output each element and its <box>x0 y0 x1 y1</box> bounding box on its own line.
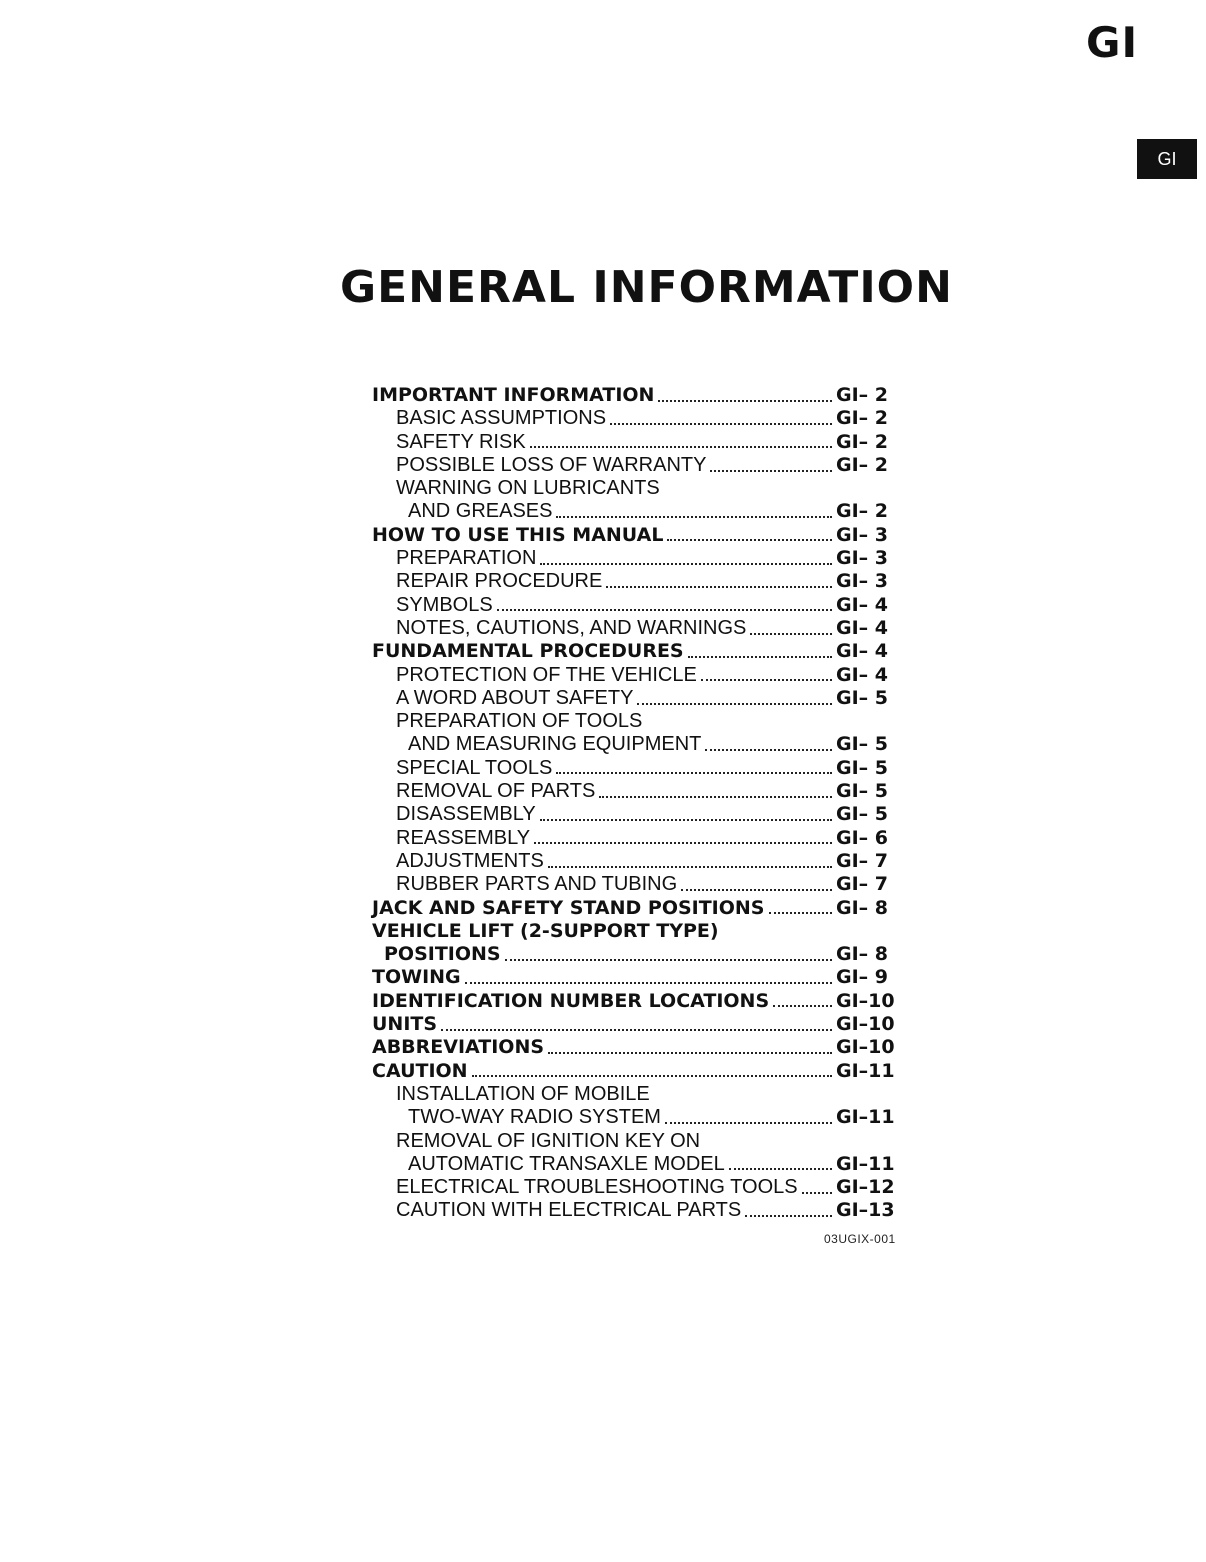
toc-entry-page: GI–13 <box>836 1199 895 1222</box>
toc-entry[interactable] <box>372 990 902 1013</box>
toc-entry-title: FUNDAMENTAL PROCEDURES <box>372 640 684 663</box>
dot-leader <box>750 633 832 635</box>
toc-entry-title: TWO-WAY RADIO SYSTEM <box>408 1106 661 1129</box>
toc-entry-title: ELECTRICAL TROUBLESHOOTING TOOLS <box>396 1176 798 1199</box>
dot-leader <box>534 842 832 844</box>
toc-entry-page: GI– 6 <box>836 826 888 849</box>
toc-entry-title: INSTALLATION OF MOBILE <box>396 1082 650 1105</box>
dot-leader <box>802 1192 832 1194</box>
toc-entry[interactable] <box>372 757 902 780</box>
dot-leader <box>665 1122 832 1124</box>
toc-entry[interactable] <box>372 594 902 617</box>
dot-leader <box>548 1052 832 1054</box>
toc-entry-page: GI– 5 <box>836 780 888 803</box>
dot-leader <box>729 1168 832 1170</box>
dot-leader <box>745 1215 832 1217</box>
dot-leader <box>681 889 832 891</box>
toc-entry-page: GI– 2 <box>836 407 888 430</box>
dot-leader <box>773 1005 832 1007</box>
dot-leader <box>472 1075 832 1077</box>
toc-entry-title: WARNING ON LUBRICANTS <box>396 477 660 500</box>
toc-entry[interactable] <box>372 1130 902 1153</box>
toc-entry-page: GI– 5 <box>836 803 888 826</box>
toc-entry[interactable] <box>372 687 902 710</box>
table-of-contents <box>372 384 902 1223</box>
dot-leader <box>548 866 832 868</box>
toc-entry-title: HOW TO USE THIS MANUAL <box>372 523 664 546</box>
toc-entry[interactable] <box>372 384 902 407</box>
toc-entry-title: VEHICLE LIFT (2-SUPPORT TYPE) <box>372 919 719 942</box>
toc-entry-title: BASIC ASSUMPTIONS <box>396 407 607 430</box>
toc-entry-title: REPAIR PROCEDURE <box>396 570 603 593</box>
dot-leader <box>556 516 832 518</box>
toc-entry-page: GI– 5 <box>836 733 888 756</box>
toc-entry-title: POSSIBLE LOSS OF WARRANTY <box>396 453 707 476</box>
toc-entry-title: NOTES, CAUTIONS, AND WARNINGS <box>396 616 747 639</box>
toc-entry[interactable] <box>372 1199 902 1222</box>
page-title: GENERAL INFORMATION <box>340 262 953 313</box>
toc-entry-page: GI–11 <box>836 1152 895 1175</box>
toc-entry-page: GI–10 <box>836 1036 895 1059</box>
section-tab[interactable]: GI <box>1137 139 1197 179</box>
toc-entry[interactable] <box>372 617 902 640</box>
toc-entry-title: PREPARATION <box>396 547 537 570</box>
toc-entry-page: GI–12 <box>836 1176 895 1199</box>
toc-entry[interactable] <box>372 966 902 989</box>
toc-entry-title: AND MEASURING EQUIPMENT <box>408 733 702 756</box>
toc-entry-title: PROTECTION OF THE VEHICLE <box>396 663 697 686</box>
toc-entry-page: GI– 9 <box>836 966 888 989</box>
dot-leader <box>497 609 832 611</box>
toc-entry[interactable] <box>372 1176 902 1199</box>
dot-leader <box>540 563 832 565</box>
toc-entry-title: RUBBER PARTS AND TUBING <box>396 873 678 896</box>
toc-entry[interactable] <box>372 1013 902 1036</box>
toc-entry-title: CAUTION WITH ELECTRICAL PARTS <box>396 1199 742 1222</box>
toc-entry-title: SYMBOLS <box>396 593 493 616</box>
toc-entry-page: GI– 2 <box>836 500 888 523</box>
toc-entry[interactable] <box>372 454 902 477</box>
toc-entry-title: CAUTION <box>372 1059 468 1082</box>
dot-leader <box>667 539 832 541</box>
dot-leader <box>710 470 832 472</box>
toc-entry-title: AUTOMATIC TRANSAXLE MODEL <box>408 1152 725 1175</box>
toc-entry[interactable] <box>372 431 902 454</box>
toc-entry-title: DISASSEMBLY <box>396 803 536 826</box>
dot-leader <box>606 586 832 588</box>
toc-entry-title: IDENTIFICATION NUMBER LOCATIONS <box>372 989 770 1012</box>
toc-entry[interactable] <box>372 500 902 523</box>
toc-entry[interactable] <box>372 664 902 687</box>
toc-entry-title: REMOVAL OF IGNITION KEY ON <box>396 1129 701 1152</box>
section-code: GI <box>1086 18 1139 67</box>
toc-entry[interactable] <box>372 407 902 430</box>
toc-entry-title: JACK AND SAFETY STAND POSITIONS <box>372 896 765 919</box>
toc-entry-title: IMPORTANT INFORMATION <box>372 384 655 406</box>
toc-entry[interactable] <box>372 803 902 826</box>
toc-entry[interactable] <box>372 873 902 896</box>
toc-entry-title: AND GREASES <box>408 500 553 523</box>
toc-entry[interactable] <box>372 570 902 593</box>
toc-entry-title: REASSEMBLY <box>396 826 531 849</box>
toc-entry-page: GI– 5 <box>836 686 888 709</box>
toc-entry-page: GI– 7 <box>836 849 888 872</box>
toc-entry-page: GI– 4 <box>836 616 888 639</box>
dot-leader <box>505 959 832 961</box>
dot-leader <box>705 749 832 751</box>
toc-entry[interactable] <box>372 897 902 920</box>
toc-entry[interactable] <box>372 1153 902 1176</box>
dot-leader <box>441 1029 832 1031</box>
toc-entry-page: GI–11 <box>836 1106 895 1129</box>
toc-entry-title: A WORD ABOUT SAFETY <box>396 686 634 709</box>
toc-entry-title: POSITIONS <box>384 943 501 966</box>
dot-leader <box>769 912 833 914</box>
toc-entry-page: GI– 2 <box>836 453 888 476</box>
toc-entry-page: GI– 3 <box>836 523 888 546</box>
toc-entry[interactable] <box>372 524 902 547</box>
dot-leader <box>599 796 832 798</box>
toc-entry-title: ABBREVIATIONS <box>372 1036 545 1059</box>
toc-entry-page: GI–11 <box>836 1059 895 1082</box>
toc-entry-page: GI– 7 <box>836 873 888 896</box>
toc-entry[interactable] <box>372 920 902 943</box>
toc-entry[interactable] <box>372 850 902 873</box>
toc-entry-page: GI– 8 <box>836 943 888 966</box>
toc-entry[interactable] <box>372 943 902 966</box>
dot-leader <box>637 703 832 705</box>
toc-entry-page: GI–10 <box>836 1013 895 1036</box>
toc-entry[interactable] <box>372 710 902 733</box>
toc-entry-title: REMOVAL OF PARTS <box>396 780 596 803</box>
toc-entry[interactable] <box>372 1083 902 1106</box>
toc-entry-page: GI– 3 <box>836 547 888 570</box>
toc-entry-page: GI– 2 <box>836 430 888 453</box>
toc-entry[interactable] <box>372 547 902 570</box>
toc-entry-page: GI– 4 <box>836 640 888 663</box>
toc-entry-title: PREPARATION OF TOOLS <box>396 710 643 733</box>
toc-entry[interactable] <box>372 780 902 803</box>
toc-entry[interactable] <box>372 1036 902 1059</box>
toc-entry-title: SAFETY RISK <box>396 430 526 453</box>
toc-entry-page: GI– 4 <box>836 593 888 616</box>
toc-entry-page: GI– 8 <box>836 896 888 919</box>
dot-leader <box>530 446 832 448</box>
toc-entry-title: UNITS <box>372 1013 438 1036</box>
toc-entry[interactable] <box>372 640 902 663</box>
toc-entry-page: GI– 3 <box>836 570 888 593</box>
toc-entry[interactable] <box>372 1060 902 1083</box>
toc-entry-title: ADJUSTMENTS <box>396 849 544 872</box>
toc-entry-page: GI– 5 <box>836 756 888 779</box>
toc-entry[interactable] <box>372 477 902 500</box>
toc-entry-page: GI– 2 <box>836 384 888 406</box>
dot-leader <box>610 423 832 425</box>
dot-leader <box>556 772 832 774</box>
dot-leader <box>701 679 832 681</box>
toc-entry[interactable] <box>372 827 902 850</box>
toc-entry-page: GI– 4 <box>836 663 888 686</box>
dot-leader <box>658 400 832 402</box>
dot-leader <box>540 819 832 821</box>
toc-entry-page: GI–10 <box>836 989 895 1012</box>
toc-entry-title: SPECIAL TOOLS <box>396 756 553 779</box>
toc-entry-title: TOWING <box>372 966 461 989</box>
toc-entry[interactable] <box>372 733 902 756</box>
toc-entry[interactable] <box>372 1106 902 1129</box>
dot-leader <box>688 656 832 658</box>
document-code: 03UGIX-001 <box>824 1232 896 1246</box>
dot-leader <box>465 982 832 984</box>
